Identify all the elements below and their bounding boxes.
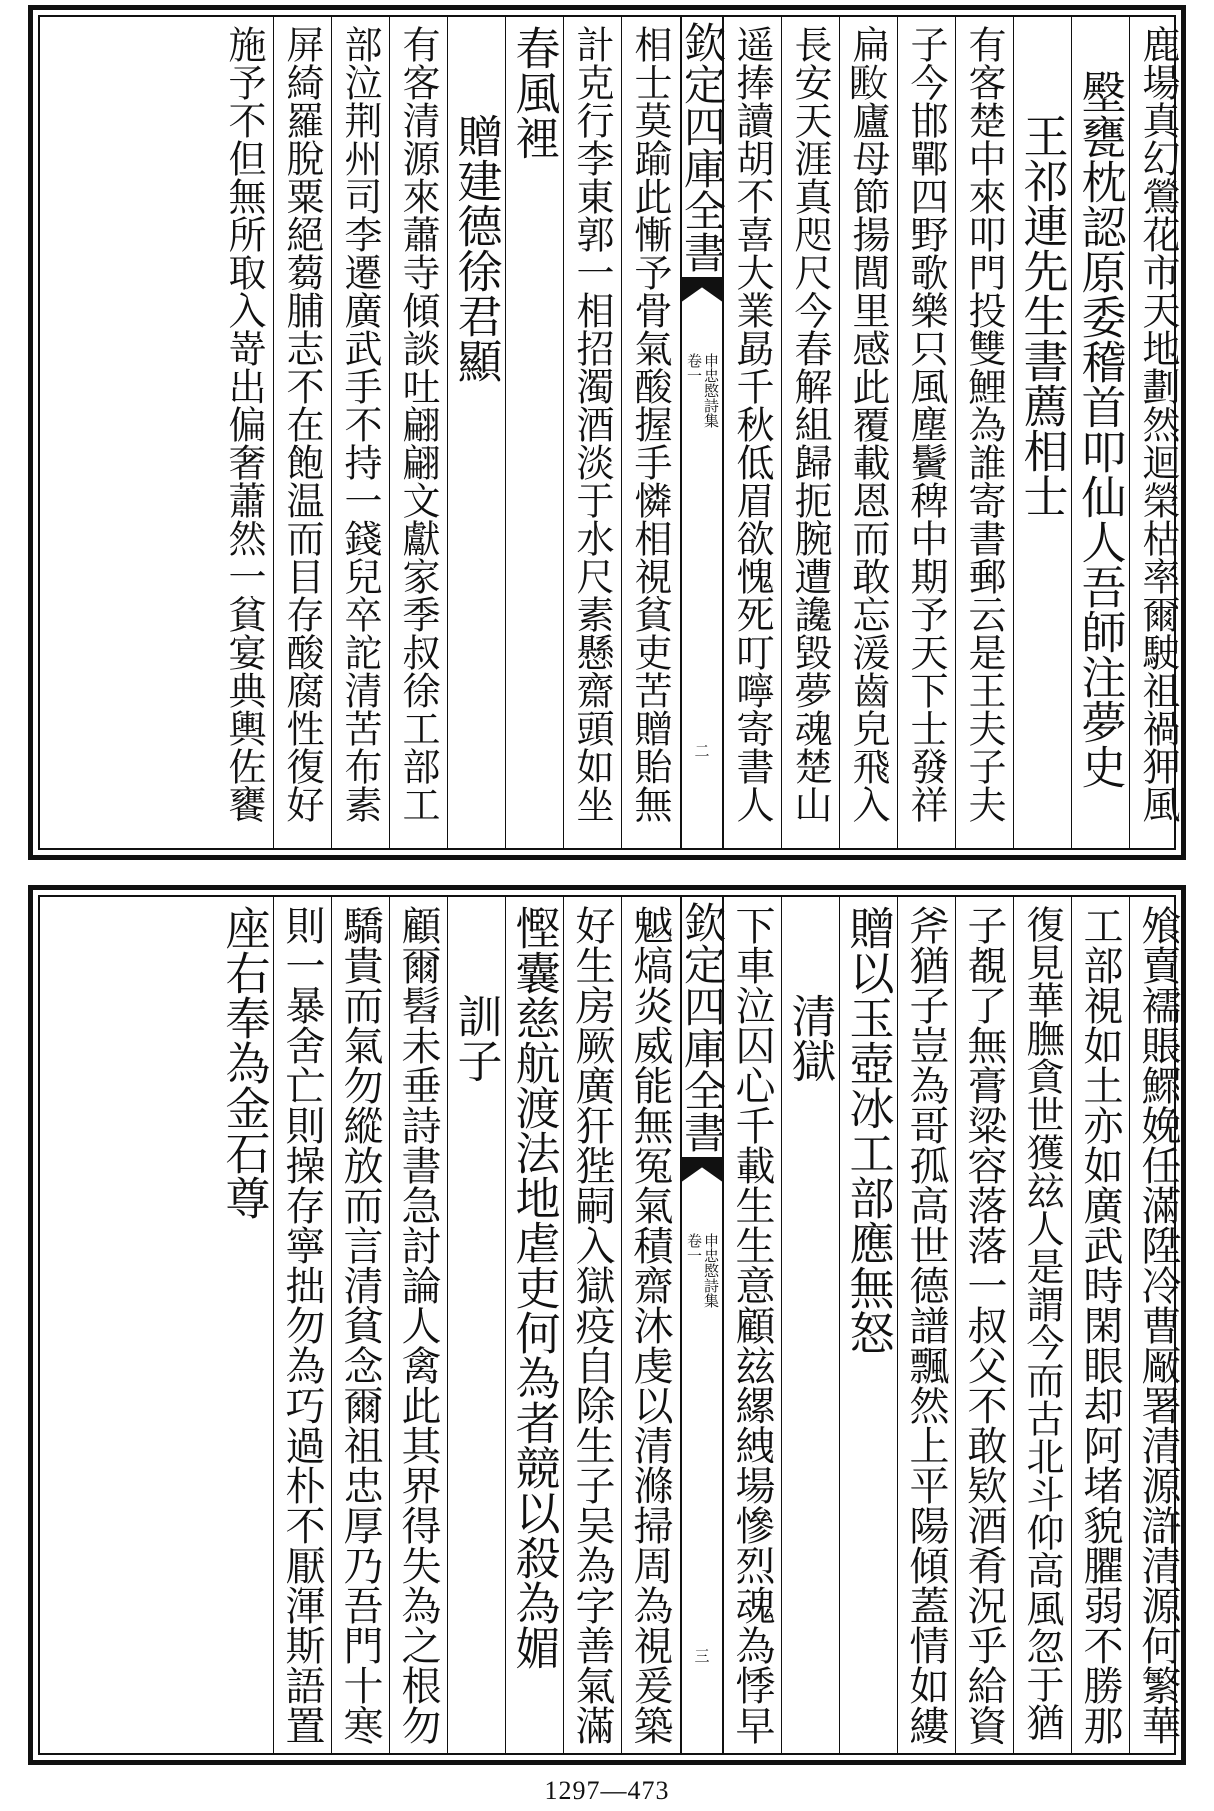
text-column — [332, 905, 388, 1745]
column-rule — [621, 897, 622, 1753]
text-column — [564, 25, 620, 840]
text-column — [724, 25, 780, 840]
poem-title-column — [448, 25, 504, 840]
text-column — [274, 25, 330, 840]
column-text: 則一暴舍亡則操存寧拙勿為巧過朴不厭渾斯語置 — [279, 905, 325, 1745]
column-text: 春風裡 — [507, 25, 561, 160]
column-rule — [273, 17, 274, 848]
fishtail-mark — [680, 277, 724, 303]
lower-page-inner-border — [38, 895, 1181, 1755]
collection-title: 欽定四庫全書 — [678, 901, 727, 1153]
text-column — [506, 905, 562, 1745]
poem-title: 王祁連先生書薦相士 — [1015, 113, 1069, 518]
collection-title: 欽定四庫全書 — [678, 21, 727, 273]
text-column — [1130, 25, 1186, 840]
text-column — [840, 905, 896, 1745]
poem-title: 贈建德徐君顯 — [449, 113, 503, 383]
column-text: 好生房厥廣犴狴嗣入獄疫自除生子吴為字善氣滿 — [569, 905, 615, 1745]
column-text: 施予不但無所取入嵜出偏奢蕭然一貧宴典輿佐饔 — [222, 25, 266, 823]
column-text: 有客清源來蕭寺傾談吐翩翩文獻家季叔徐工部工 — [396, 25, 440, 823]
column-text: 座右奉為金石尊 — [217, 905, 271, 1220]
text-column — [1072, 905, 1128, 1745]
column-rule — [505, 17, 506, 848]
text-column — [390, 905, 446, 1745]
text-column — [622, 905, 678, 1745]
lower-page-block — [28, 885, 1186, 1765]
column-text: 鹿場真幻鶯花市天地劃然迴榮枯率爾駛祖禍狎風 — [1136, 25, 1180, 823]
column-text: 贈以玉壺冰工部應無怒 — [841, 905, 895, 1355]
column-rule — [839, 897, 840, 1753]
column-text: 相士莫踰此慚予骨氣酸握手憐相視貧吏苦贈貽無 — [628, 25, 672, 823]
column-rule — [781, 897, 782, 1753]
column-text: 工部視如土亦如廣武時閑眼却阿堵貌臞弱不勝那 — [1077, 905, 1123, 1745]
column-rule — [781, 17, 782, 848]
column-rule — [1071, 897, 1072, 1753]
book-info — [686, 1233, 718, 1308]
column-text: 有客楚中來叩門投雙鯉為誰寄書郵云是王夫子夫 — [962, 25, 1006, 823]
column-rule — [897, 897, 898, 1753]
column-text: 子今邯鄲四野歌樂只風塵鬢稗中期予天下士發祥 — [904, 25, 948, 823]
column-rule — [1013, 897, 1014, 1753]
leaf-number: 三 — [692, 1648, 711, 1663]
column-rule — [897, 17, 898, 848]
column-rule — [331, 897, 332, 1753]
column-rule — [563, 897, 564, 1753]
text-column — [782, 25, 838, 840]
column-rule — [1071, 17, 1072, 848]
poem-title-column — [448, 905, 504, 1745]
leaf-number: 二 — [692, 743, 711, 758]
text-column — [956, 905, 1012, 1745]
text-column — [1130, 905, 1186, 1745]
column-rule — [955, 17, 956, 848]
column-text: 魆熇炎威能無冤氣積齋沐虔以清滌掃周為視爰築 — [627, 905, 673, 1745]
column-text: 遥捧讀胡不喜大業勗千秋低眉欲愧死叮嚀寄書人 — [730, 25, 774, 823]
juan-number: 卷一 — [685, 353, 703, 383]
column-rule — [1013, 17, 1014, 848]
column-rule — [389, 897, 390, 1753]
column-text: 復見華膴貪世獲玆人是謂今而古北斗仰高風忽于猶 — [1020, 905, 1064, 1741]
column-text: 顧爾髫未垂詩書急討論人禽此其界得失為之根勿 — [395, 905, 441, 1745]
column-rule — [273, 897, 274, 1753]
column-rule — [447, 17, 448, 848]
text-column — [564, 905, 620, 1745]
column-rule — [1129, 17, 1130, 848]
fishtail-mark — [680, 1157, 724, 1183]
book-title: 申忠愍詩集 — [702, 1233, 720, 1308]
text-column — [274, 905, 330, 1745]
text-column — [622, 25, 678, 840]
text-column — [216, 25, 272, 840]
text-column — [1072, 25, 1128, 840]
column-text: 驕貴而氣勿縱放而言清貧念爾祖忠厚乃吾門十寒 — [337, 905, 383, 1745]
column-rule — [839, 17, 840, 848]
book-info — [686, 353, 718, 428]
text-column — [898, 905, 954, 1745]
column-rule — [621, 17, 622, 848]
column-rule — [389, 17, 390, 848]
column-text: 斧猶子豈為哥孤高世德譜飄然上平陽傾蓋情如縷 — [903, 905, 949, 1745]
upper-page-block — [28, 5, 1186, 860]
text-column — [840, 25, 896, 840]
text-column — [724, 905, 780, 1745]
column-text: 飧賣襦賬鰥娩任滿陞冷曹厰署清源滸清源何繁華 — [1135, 905, 1181, 1745]
column-rule — [1129, 897, 1130, 1753]
column-text: 壂甕枕認原委稽首叩仙人吾師注夢史 — [1073, 69, 1127, 789]
column-text: 下車泣囚心千載生生意顧玆縲絏場慘烈魂為悸早 — [729, 905, 775, 1745]
center-spine — [678, 17, 727, 848]
column-rule — [331, 17, 332, 848]
column-text: 子覩了無膏粱容落落一叔父不敢欵酒肴況乎給資 — [961, 905, 1007, 1745]
column-text: 部泣荆州司李遷廣武手不持一錢兒卒詑清苦布素 — [338, 25, 382, 823]
page-number: 1297—473 — [544, 1776, 670, 1805]
center-spine — [678, 897, 727, 1753]
book-title: 申忠愍詩集 — [702, 353, 720, 428]
juan-number: 卷一 — [685, 1233, 703, 1263]
text-column — [1014, 905, 1070, 1745]
text-column — [956, 25, 1012, 840]
column-text: 扁𢾺廬母節揚閭里感此覆載恩而敢忘湲齒皃飛入 — [846, 25, 890, 823]
text-column — [506, 25, 562, 840]
column-rule — [505, 897, 506, 1753]
poem-title: 清獄 — [783, 993, 837, 1083]
column-rule — [563, 17, 564, 848]
poem-title-column — [1014, 25, 1070, 840]
column-text: 長安天涯真咫尺今春解組歸扼腕遭讒毀夢魂楚山 — [788, 25, 832, 823]
text-column — [332, 25, 388, 840]
upper-page-inner-border — [38, 15, 1180, 850]
text-column — [216, 905, 272, 1745]
poem-title-column — [782, 905, 838, 1745]
column-text: 屏綺羅脫粟絕蒭脯志不在飽温而目存酸腐性復好 — [280, 25, 324, 823]
text-column — [898, 25, 954, 840]
poem-title: 訓子 — [449, 993, 503, 1083]
text-column — [390, 25, 446, 840]
column-rule — [955, 897, 956, 1753]
column-text: 慳囊慈航渡法地虐吏何為者競以殺為媚 — [507, 905, 561, 1670]
column-text: 計克行李東郭一相招濁酒淡于水尺素懸齋頭如坐 — [570, 25, 614, 823]
column-rule — [447, 897, 448, 1753]
